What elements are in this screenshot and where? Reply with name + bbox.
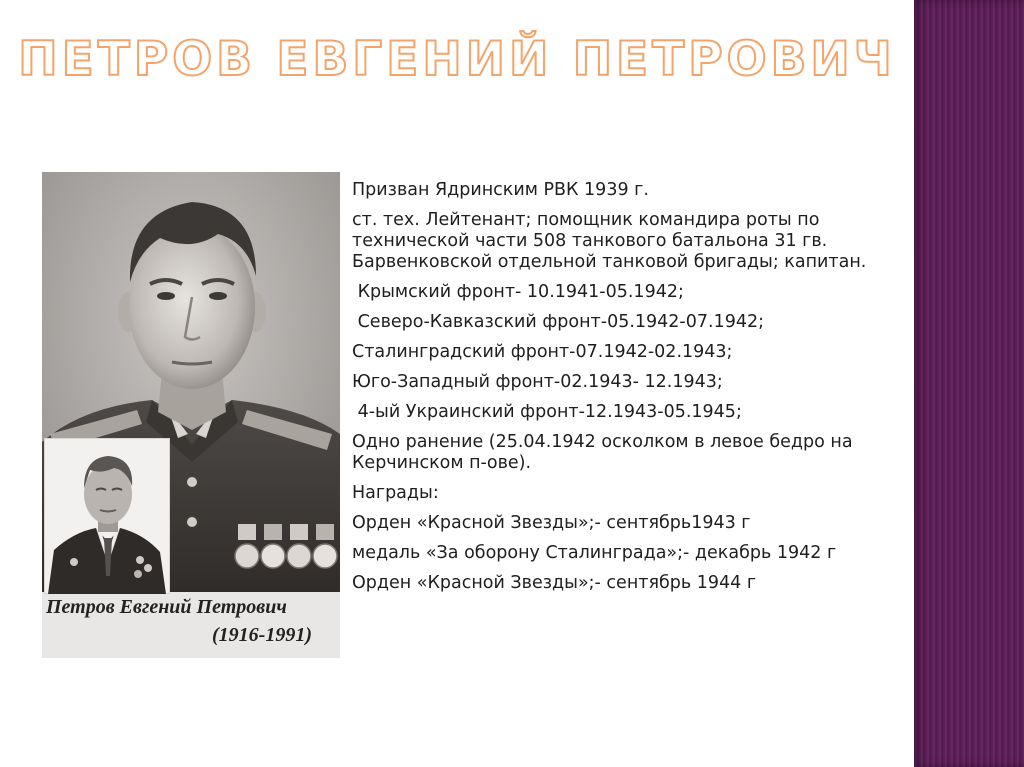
bio-line: Сталинградский фронт-07.1942-02.1943;: [352, 342, 733, 362]
side-decoration-band: [914, 0, 1024, 767]
bio-line: Северо-Кавказский фронт-05.1942-07.1942;: [352, 312, 765, 332]
bio-line: Награды:: [352, 483, 439, 503]
portrait-caption-name: Петров Евгений Петрович: [46, 596, 287, 618]
biography-list: [352, 180, 908, 603]
bio-line: медаль «За оборону Сталинграда»;- декабрь 1942 г: [352, 543, 837, 563]
portrait-caption-years: (1916-1991): [212, 624, 312, 646]
bio-line: Крымский фронт- 10.1941-05.1942;: [352, 282, 684, 302]
bio-line: 4-ый Украинский фронт-12.1943-05.1945;: [352, 402, 742, 422]
slide-title: ПЕТРОВ ЕВГЕНИЙ ПЕТРОВИЧ: [18, 32, 896, 87]
inset-portrait-photo: [44, 438, 170, 594]
bio-line: Орден «Красной Звезды»;- сентябрь 1944 г: [352, 573, 757, 593]
bio-line: Призван Ядринским РВК 1939 г.: [352, 180, 649, 200]
portrait-card: [42, 172, 340, 658]
bio-line: ст. тех. Лейтенант; помощник командира роты по технической части 508 танкового батальона 31 гв. Барвенковской отдельной танковой бригады; капитан.: [352, 210, 867, 272]
bio-line: Юго-Западный фронт-02.1943- 12.1943;: [352, 372, 723, 392]
bio-line: Одно ранение (25.04.1942 осколком в левое бедро на Керчинском п-ове).: [352, 432, 859, 473]
bio-line: Орден «Красной Звезды»;- сентябрь1943 г: [352, 513, 751, 533]
